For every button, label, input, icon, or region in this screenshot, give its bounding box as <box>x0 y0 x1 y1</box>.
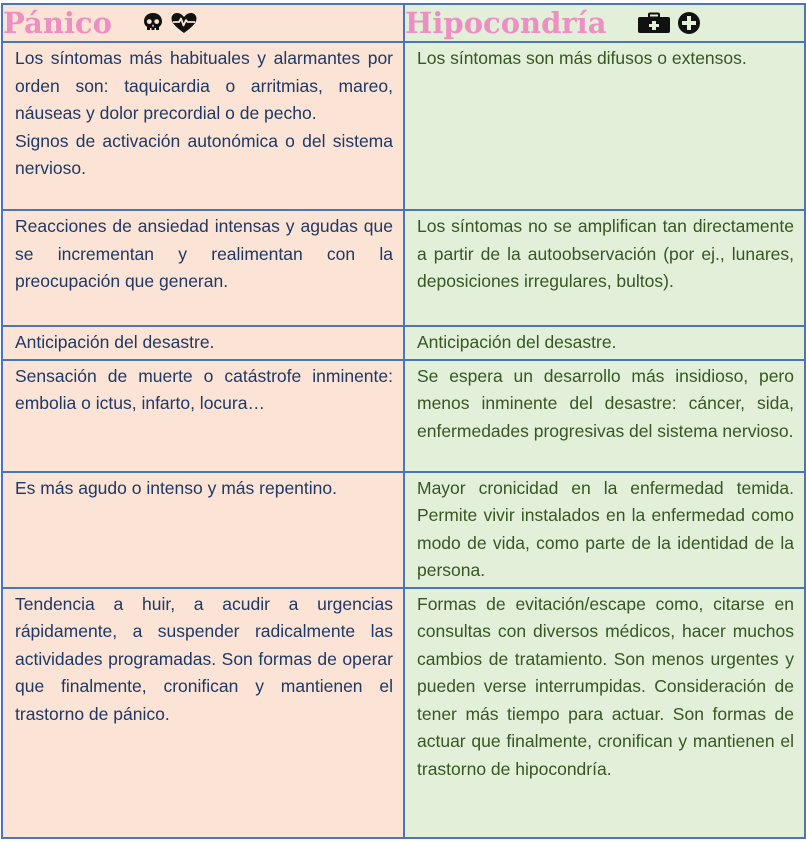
cell-panico <box>2 472 404 588</box>
table-row <box>2 326 805 360</box>
cell-hipocondria <box>404 588 805 838</box>
cell-panico <box>2 360 404 472</box>
comparison-table <box>1 3 806 839</box>
header-title-panico: Pánico <box>3 6 112 40</box>
cell-text: Formas de evitación/escape como, citarse en consultas con diversos médicos, hacer muchos cambios de tratamiento. Son menos urgentes y pueden verse interrumpidas. Consideración de tener más tiempo para actuar. Son formas de actuar que finalmente, cronifican y mantienen el trastorno de hipocondría. <box>417 593 794 779</box>
header-panico <box>2 4 404 42</box>
cell-hipocondria <box>404 472 805 588</box>
cell-hipocondria <box>404 42 805 210</box>
header-row <box>2 4 805 42</box>
plus-circle-icon <box>677 11 701 35</box>
cell-text: Mayor cronicidad en la enfermedad temida. Permite vivir instalados en la enfermedad como modo de vida, como parte de la identidad de la persona. <box>417 477 794 580</box>
table-row <box>2 42 805 210</box>
cell-text: Reacciones de ansiedad intensas y agudas que se incrementan y realimentan con la preocupación que generan. <box>15 216 393 291</box>
skull-icon <box>142 12 164 34</box>
heartbeat-icon <box>170 12 198 34</box>
cell-hipocondria <box>404 360 805 472</box>
table-row <box>2 588 805 838</box>
cell-text: Los síntomas más habituales y alarmantes por orden son: taquicardia o arritmias, mareo, náuseas y dolor precordial o de pecho. <box>15 48 393 123</box>
cell-panico <box>2 210 404 326</box>
cell-text: Signos de activación autonómica o del sistema nervioso. <box>15 130 393 178</box>
cell-text: Los síntomas son más difusos o extensos. <box>417 48 747 68</box>
cell-text: Sensación de muerte o catástrofe inminente: embolia o ictus, infarto, locura… <box>15 365 393 413</box>
medical-kit-icon <box>637 12 671 34</box>
cell-panico <box>2 42 404 210</box>
header-title-hipocondria: Hipocondría <box>405 6 607 40</box>
cell-text: Anticipación del desastre. <box>417 332 617 352</box>
cell-text: Anticipación del desastre. <box>15 332 215 352</box>
cell-text: Es más agudo o intenso y más repentino. <box>15 477 337 498</box>
cell-text: Se espera un desarrollo más insidioso, pero menos inminente del desastre: cáncer, sida, enfermedades progresivas del sistema nervioso. <box>417 365 794 441</box>
cell-hipocondria <box>404 326 805 360</box>
cell-hipocondria <box>404 210 805 326</box>
cell-panico <box>2 588 404 838</box>
header-hipocondria <box>404 4 805 42</box>
cell-panico <box>2 326 404 360</box>
table-row <box>2 210 805 326</box>
cell-text: Los síntomas no se amplifican tan directamente a partir de la autoobservación (por ej., lunares, deposiciones irregulares, bultos). <box>417 216 794 291</box>
table-row <box>2 360 805 472</box>
table-row <box>2 472 805 588</box>
cell-text: Tendencia a huir, a acudir a urgencias rápidamente, a suspender radicalmente las actividades programadas. Son formas de operar que finalmente, cronifican y mantienen el trastorno de pánico. <box>15 593 393 724</box>
